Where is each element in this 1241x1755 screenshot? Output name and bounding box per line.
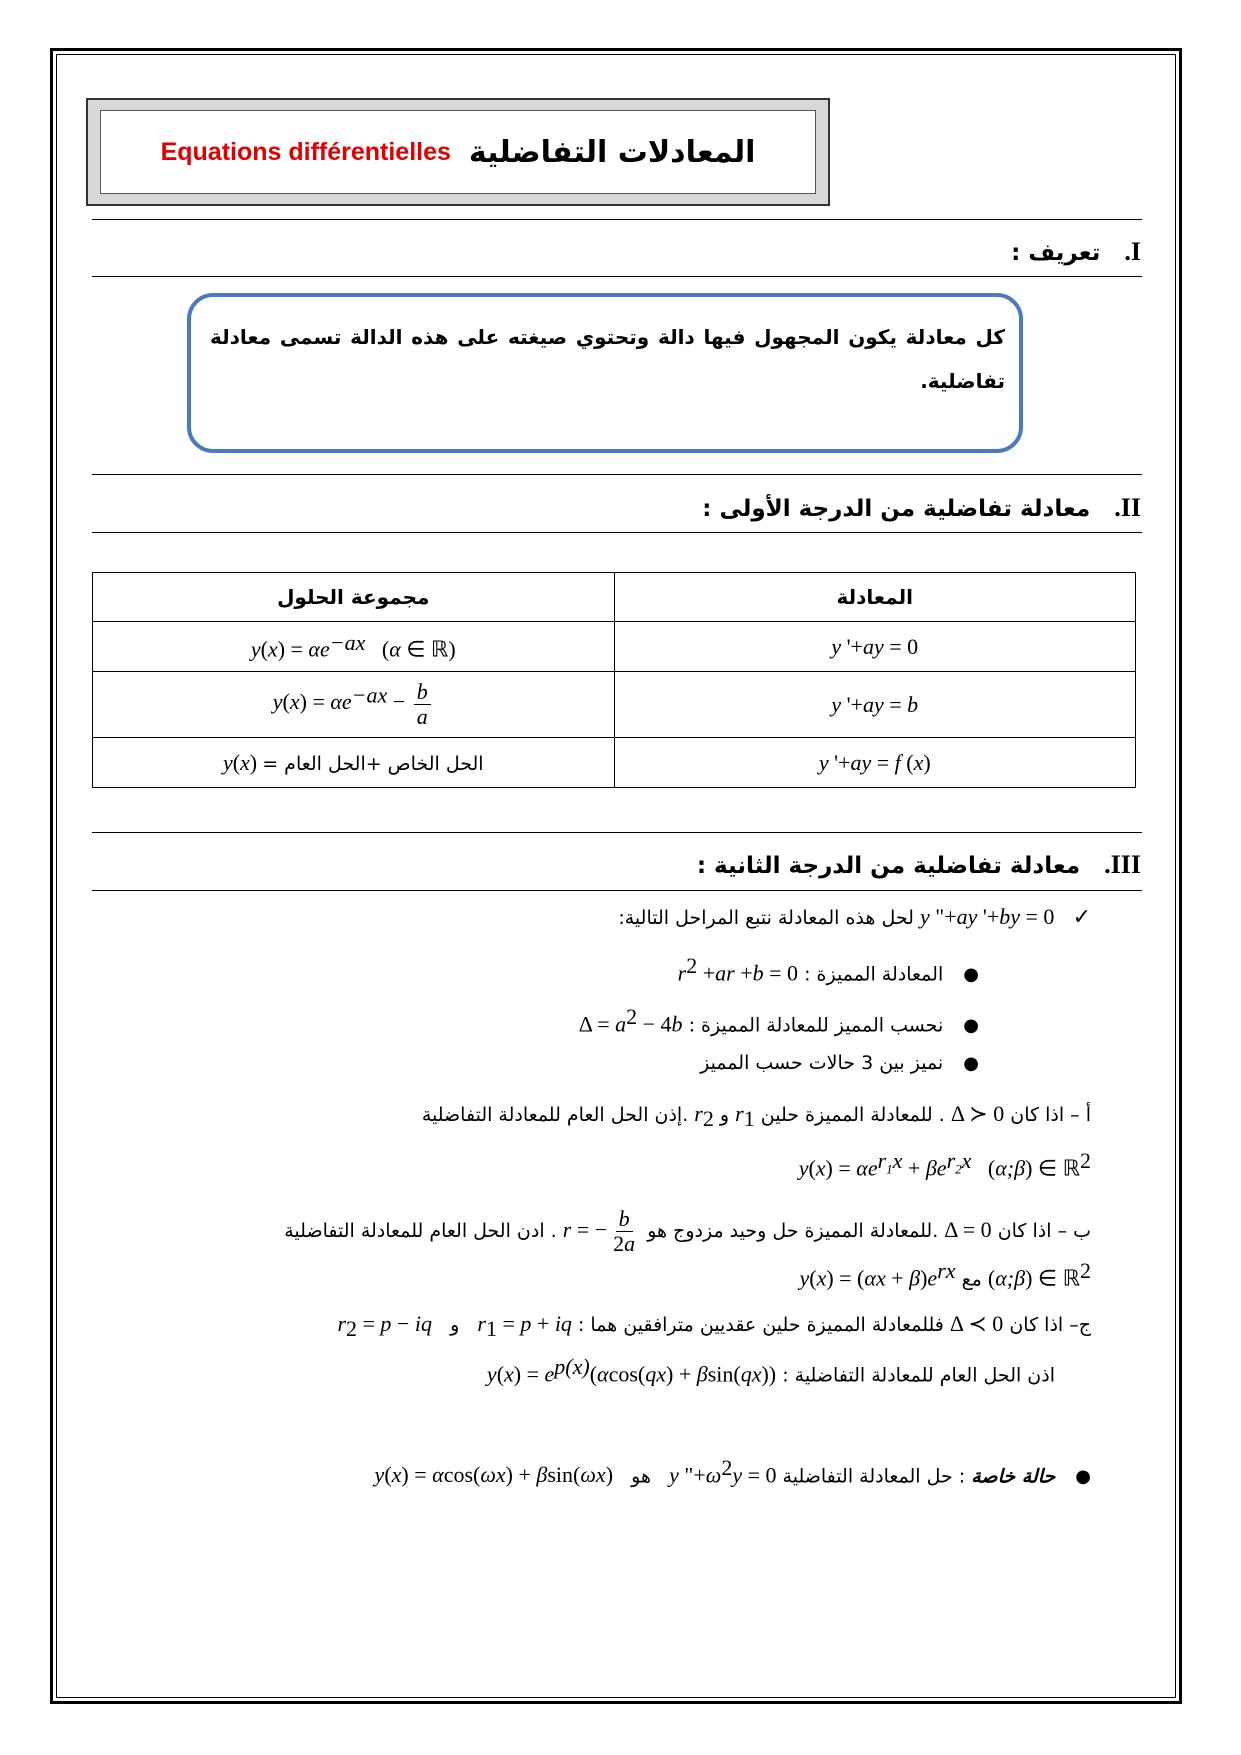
section-1-label: تعريف :: [1011, 240, 1101, 266]
char-eq-label: المعادلة المميزة :: [804, 963, 944, 986]
section-3-number: III.: [1104, 850, 1141, 879]
equation-cell: y '+ay = 0: [614, 622, 1136, 672]
case-a-prefix: أ – اذا كان: [1010, 1104, 1091, 1126]
case-b-end: . ادن الحل العام للمعادلة التفاضلية: [284, 1220, 557, 1242]
bullet-icon: ●: [1075, 1466, 1091, 1488]
cases-label: نميز بين 3 حالات حسب المميز: [700, 1052, 944, 1074]
section-1-heading: [1011, 237, 1141, 267]
title-box: [86, 98, 830, 206]
divider: [92, 219, 1142, 220]
title-french: Equations différentielles: [160, 137, 451, 166]
case-c-mid: فللمعادلة المميزة حلين عقديين مترافقين هما :: [577, 1314, 944, 1336]
case-c-prefix: ج– اذا كان: [1009, 1314, 1091, 1336]
bullet-char-eq: ● المعادلة المميزة : $r^2 +ar +b = 0$: [677, 953, 979, 986]
bullet-icon: ●: [963, 964, 979, 986]
title-inner: [100, 110, 816, 194]
section-2-label: معادلة تفاضلية من الدرجة الأولى :: [702, 496, 1091, 522]
special-is: هو: [631, 1465, 651, 1488]
header-equation: المعادلة: [614, 573, 1136, 622]
case-a-line: أ – اذا كان Δ ≻ 0 . للمعادلة المميزة حلين $r_1$ و $r_2$ .إذن الحل العام للمعادلة التفاضلية: [421, 1101, 1091, 1131]
case-a-mid: . للمعادلة المميزة حلين: [760, 1104, 945, 1126]
intro-text: لحل هذه المعادلة نتبع المراحل التالية:: [618, 907, 914, 929]
checkmark-icon: ✓: [1072, 905, 1091, 930]
case-a-and: و: [719, 1104, 730, 1126]
title-arabic: المعادلات التفاضلية: [468, 134, 756, 170]
section-2-heading: [702, 493, 1141, 523]
divider: [92, 276, 1142, 277]
solution-cell: $y(x) = \alpha e^{-ax}$ − $\frac{b}{a}$: [93, 672, 615, 738]
table-row: [93, 738, 1136, 788]
case-b-formula: (α;β) ∈ ℝ$^2$ مع $y(x) = (\alpha x + \beta)e^{rx}$: [799, 1258, 1091, 1291]
case-c-line: ج– اذا كان Δ ≺ 0 فللمعادلة المميزة حلين عقديين مترافقين هما : $r_1 = p$ + iq و $r_2 = p$ − iq: [337, 1311, 1091, 1341]
divider: [92, 532, 1142, 533]
bullet-cases: [700, 1052, 979, 1074]
case-a-end: .إذن الحل العام للمعادلة التفاضلية: [421, 1104, 689, 1126]
first-order-table: [92, 572, 1136, 788]
bullet-icon: ●: [963, 1053, 979, 1074]
section-2-number: II.: [1114, 493, 1141, 522]
header-solutions: مجموعة الحلول: [93, 573, 615, 622]
case-b-with: مع: [961, 1268, 982, 1291]
table-header-row: [93, 573, 1136, 622]
general-plus-particular: الحل الخاص +الحل العام =: [262, 752, 484, 775]
bullet-icon: ●: [963, 1015, 979, 1037]
special-case-line: ● حالة خاصة : حل المعادلة التفاضلية y "$+\omega^2y = 0$ هو y(x) = αcos(ωx) + βsin(ωx): [374, 1455, 1091, 1488]
divider: [92, 890, 1142, 891]
special-text: : حل المعادلة التفاضلية: [782, 1465, 966, 1488]
special-label: حالة خاصة: [971, 1465, 1056, 1488]
section-3-heading: [697, 850, 1141, 880]
equation-cell: y '+ay = b: [614, 672, 1136, 738]
section-3-label: معادلة تفاضلية من الدرجة الثانية :: [696, 853, 1081, 879]
bullet-delta: ● نحسب المميز للمعادلة المميزة : $\Delta = a^2 - 4b$: [578, 1004, 979, 1037]
table-row: [93, 672, 1136, 738]
definition-text: كل معادلة يكون المجهول فيها دالة وتحتوي صيغته على هذه الدالة تسمى معادلة تفاضلية.: [210, 325, 1005, 393]
table-row: [93, 622, 1136, 672]
case-a-formula: $y(x) = \alpha e^{r_1x} + \beta e^{r_2x}$ (α;β) ∈ ℝ$^2$: [798, 1148, 1091, 1181]
divider: [92, 474, 1142, 475]
case-b-mid: .للمعادلة المميزة حل وحيد مزدوج هو: [647, 1220, 939, 1242]
solution-cell: $y(x) = \alpha e^{-ax}$ (α ∈ ℝ): [93, 622, 615, 672]
section-1-number: I.: [1124, 237, 1141, 266]
equation-cell: y '+ay = f (x): [614, 738, 1136, 788]
second-order-intro: ✓ y "+ay '+by = 0 لحل هذه المعادلة نتبع المراحل التالية:: [618, 904, 1091, 930]
delta-label: نحسب المميز للمعادلة المميزة :: [688, 1014, 944, 1037]
case-c-formula: اذن الحل العام للمعادلة التفاضلية : $y(x) = e^{p(x)}(\alpha\cos(qx) + \beta\sin(qx))$: [486, 1354, 1055, 1387]
solution-cell: الحل الخاص +الحل العام = y(x): [93, 738, 615, 788]
case-c-general: اذن الحل العام للمعادلة التفاضلية :: [782, 1364, 1055, 1387]
case-b-prefix: ب – اذا كان: [997, 1220, 1091, 1242]
divider: [92, 832, 1142, 833]
case-c-and: و: [450, 1314, 460, 1336]
case-b-line: ب – اذا كان Δ = 0 .للمعادلة المميزة حل وحيد مزدوج هو r = − $\frac{b}{2a}$ . ادن الحل العام للمعادلة التفاضلية: [284, 1206, 1091, 1256]
